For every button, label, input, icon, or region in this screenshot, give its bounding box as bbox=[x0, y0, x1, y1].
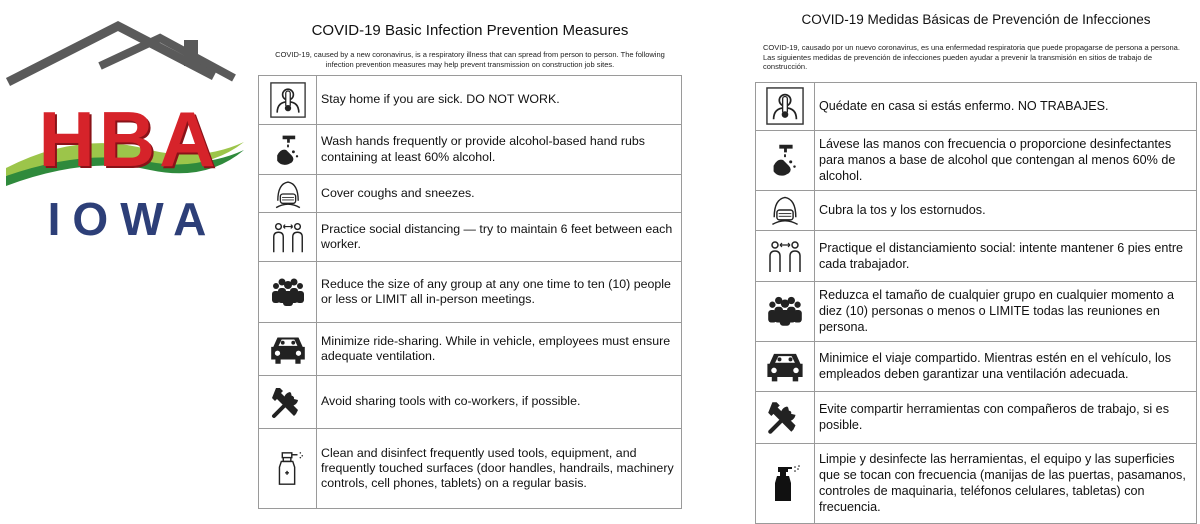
measure-row bbox=[259, 429, 682, 509]
measure-text: Reduzca el tamaño de cualquier grupo en cualquier momento a diez (10) personas o menos o LIMITE todas las reuniones en persona. bbox=[815, 281, 1197, 341]
measure-row bbox=[259, 323, 682, 376]
hand-washing-icon bbox=[259, 125, 317, 175]
measure-row bbox=[756, 82, 1197, 130]
english-title: COVID-19 Basic Infection Prevention Measures bbox=[311, 22, 629, 39]
measure-text: Minimice el viaje compartido. Mientras estén en el vehículo, los empleados deben garantizar una ventilación adecuada. bbox=[815, 341, 1197, 391]
measure-text: Reduce the size of any group at any one time to ten (10) people or less or LIMIT all in-person meetings. bbox=[317, 262, 682, 323]
english-panel bbox=[258, 0, 682, 509]
spanish-panel bbox=[755, 0, 1197, 524]
face-mask-icon bbox=[259, 175, 317, 213]
measure-row bbox=[259, 125, 682, 175]
logo-hba-text: HBA bbox=[38, 95, 220, 183]
measure-row bbox=[259, 175, 682, 213]
measure-text: Evite compartir herramientas con compañeros de trabajo, si es posible. bbox=[815, 391, 1197, 443]
hba-iowa-logo bbox=[0, 18, 250, 245]
measure-row bbox=[756, 190, 1197, 230]
logo-iowa-text: IOWA bbox=[47, 193, 219, 245]
spanish-intro: COVID-19, causado por un nuevo coronavirus, es una enfermedad respiratoria que puede propagarse de persona a persona. Las siguientes medidas de prevención de infecciones pueden ayudar a prevenir la transmisión en sitios de trabajo de construcción. bbox=[763, 43, 1180, 71]
measure-row bbox=[756, 391, 1197, 443]
measure-text: Avoid sharing tools with co-workers, if possible. bbox=[317, 376, 682, 429]
thermometer-person-icon bbox=[259, 76, 317, 125]
measure-row bbox=[756, 130, 1197, 190]
measure-row bbox=[259, 262, 682, 323]
measure-text: Practice social distancing — try to maintain 6 feet between each worker. bbox=[317, 213, 682, 262]
measure-text: Clean and disinfect frequently used tools, equipment, and frequently touched surfaces (door handles, handrails, machinery controls, cell phones, tablets) on a regular basis. bbox=[317, 429, 682, 509]
measure-row bbox=[756, 281, 1197, 341]
social-distancing-icon bbox=[756, 230, 815, 281]
tools-icon bbox=[259, 376, 317, 429]
spanish-title: COVID-19 Medidas Básicas de Prevención de Infecciones bbox=[801, 12, 1151, 27]
social-distancing-icon bbox=[259, 213, 317, 262]
measure-row bbox=[756, 443, 1197, 523]
spanish-measures-table bbox=[755, 82, 1197, 524]
measure-text: Stay home if you are sick. DO NOT WORK. bbox=[317, 76, 682, 125]
measure-text: Minimize ride-sharing. While in vehicle, employees must ensure adequate ventilation. bbox=[317, 323, 682, 376]
measure-text: Cover coughs and sneezes. bbox=[317, 175, 682, 213]
group-people-icon bbox=[756, 281, 815, 341]
measure-row bbox=[756, 230, 1197, 281]
face-mask-icon bbox=[756, 190, 815, 230]
spray-bottle-icon bbox=[756, 443, 815, 523]
car-icon bbox=[756, 341, 815, 391]
measure-row bbox=[259, 376, 682, 429]
english-measures-table bbox=[258, 75, 682, 509]
measure-text: Cubra la tos y los estornudos. bbox=[815, 190, 1197, 230]
measure-text: Limpie y desinfecte las herramientas, el equipo y las superficies que se tocan con frecuencia (manijas de las puertas, pasamanos, controles de maquinaria, teléfonos celulares, tabletas) con frecuencia. bbox=[815, 443, 1197, 523]
measure-text: Quédate en casa si estás enfermo. NO TRABAJES. bbox=[815, 82, 1197, 130]
measure-text: Practique el distanciamiento social: intente mantener 6 pies entre cada trabajador. bbox=[815, 230, 1197, 281]
measure-text: Lávese las manos con frecuencia o proporcione desinfectantes para manos a base de alcohol que contengan al menos 60% de alcohol. bbox=[815, 130, 1197, 190]
group-people-icon bbox=[259, 262, 317, 323]
tools-icon bbox=[756, 391, 815, 443]
thermometer-person-icon bbox=[756, 82, 815, 130]
measure-row bbox=[756, 341, 1197, 391]
measure-row bbox=[259, 76, 682, 125]
measure-row bbox=[259, 213, 682, 262]
english-intro: COVID-19, caused by a new coronavirus, is a respiratory illness that can spread from person to person. The following infection prevention measures may help prevent transmission on construction job sites. bbox=[275, 50, 665, 69]
hand-washing-icon bbox=[756, 130, 815, 190]
measure-text: Wash hands frequently or provide alcohol-based hand rubs containing at least 60% alcohol. bbox=[317, 125, 682, 175]
car-icon bbox=[259, 323, 317, 376]
spray-bottle-icon bbox=[259, 429, 317, 509]
